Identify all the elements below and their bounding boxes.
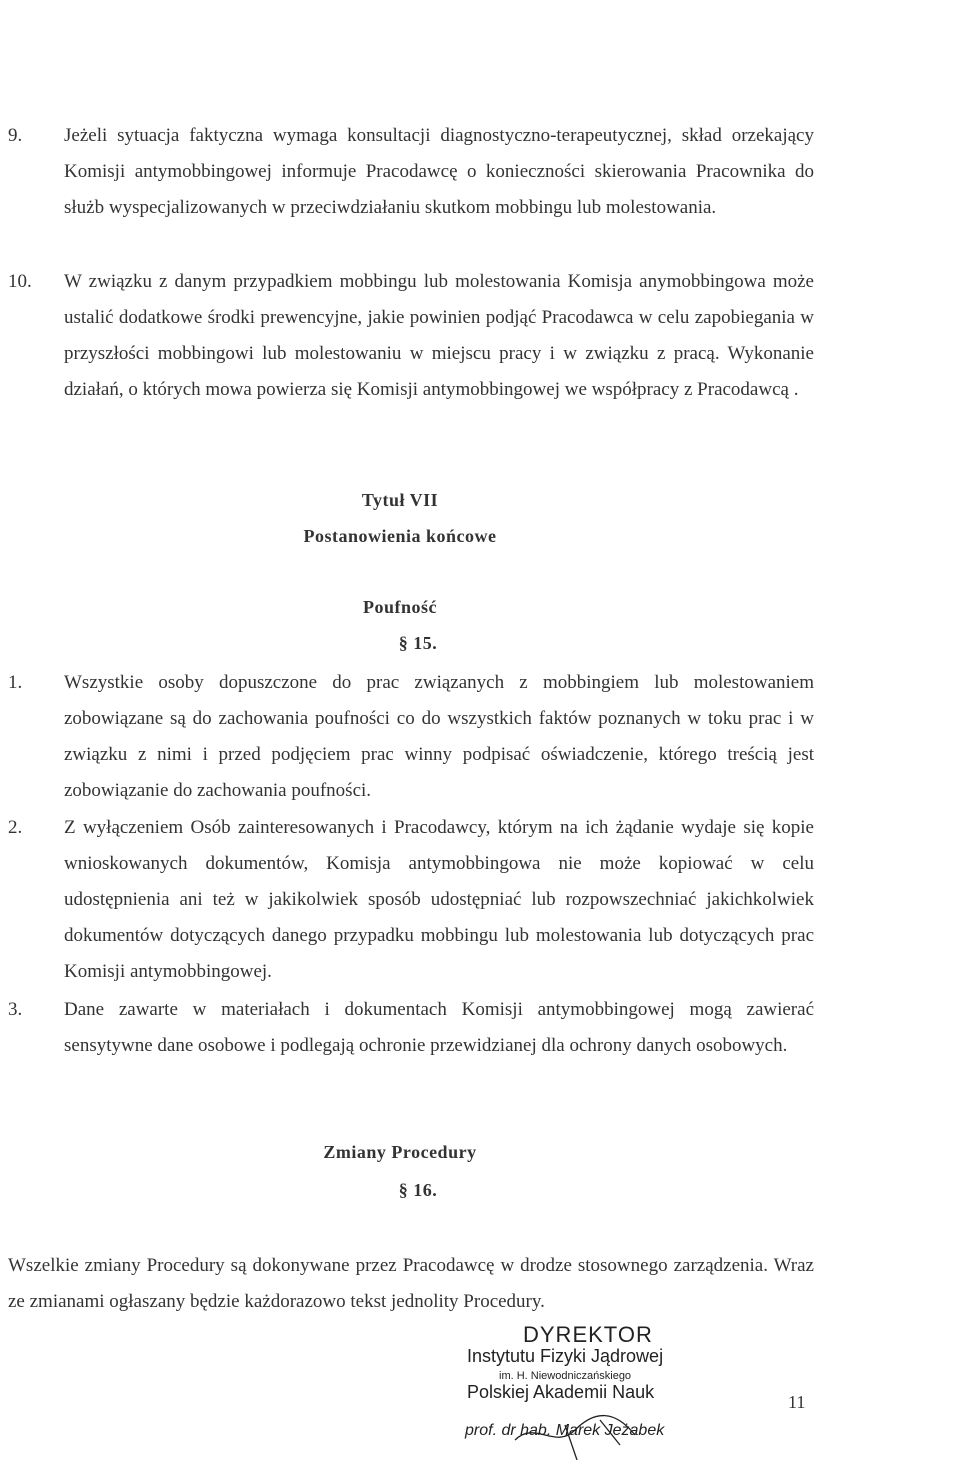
item-text: W związku z danym przypadkiem mobbingu lub molestowania Komisja anymobbingowa może ustalić dodatkowe środki prewencyjne, jakie powinien podjąć Pracodawca w celu zapobiegania w przyszłości mobbingowi lub molestowaniu w miejscu pracy i w związku z pracą. Wykonanie działań, o których mowa powierza się Komisji antymobbingowej we współpracy z Pracodawcą . (64, 271, 814, 400)
section-number-16: § 16. (398, 1180, 438, 1200)
item-text: Dane zawarte w materiałach i dokumentach Komisji antymobbingowej mogą zawierać sensytywne dane osobowe i podlegają ochronie przewidzianej dla ochrony danych osobowych. (64, 999, 814, 1056)
stamp-line-academy: Polskiej Akademii Nauk (467, 1382, 655, 1402)
title-heading: Tytuł VII (361, 490, 439, 510)
section-heading-poufnosc: Poufność (362, 597, 437, 617)
page-number: 11 (788, 1392, 806, 1412)
stamp-line-institute: Instytutu Fizyki Jądrowej (467, 1346, 664, 1366)
item-number: 10. (8, 271, 32, 292)
item-number: 9. (8, 125, 23, 146)
stamp-line-director: DYREKTOR (523, 1322, 653, 1347)
item-number: 1. (8, 672, 23, 693)
item-number: 3. (8, 999, 23, 1020)
section-number-15: § 15. (398, 633, 438, 653)
item-text: Jeżeli sytuacja faktyczna wymaga konsultacji diagnostyczno-terapeutycznej, skład orzekający Komisji antymobbingowej informuje Pracodawcę o konieczności skierowania Pracownika do służb wyspecjalizowanych w przeciwdziałaniu skutkom mobbingu lub molestowania. (64, 125, 814, 218)
item-text: Z wyłączeniem Osób zainteresowanych i Pracodawcy, którym na ich żądanie wydaje się kopie wnioskowanych dokumentów, Komisja antymobbingowa nie może kopiować w celu udostępnienia ani też w jakikolwiek sposób udostępniać lub rozpowszechniać jakichkolwiek dokumentów dotyczących danego przypadku mobbingu lub molestowania lub dotyczących prac Komisji antymobbingowej. (64, 817, 814, 982)
item-text: Wszystkie osoby dopuszczone do prac związanych z mobbingiem lub molestowaniem zobowiązane są do zachowania poufności co do wszystkich faktów poznanych w toku prac i w związku z nimi i przed podjęciem prac winny podpisać oświadczenie, którego treścią jest zobowiązanie do zachowania poufności. (64, 672, 814, 801)
zmiany-paragraph: Wszelkie zmiany Procedury są dokonywane przez Pracodawcę w drodze stosownego zarządzenia. Wraz ze zmianami ogłaszany będzie każdorazowo tekst jednolity Procedury. (8, 1255, 814, 1312)
stamp-line-patron: im. H. Niewodniczańskiego (499, 1370, 632, 1382)
section-heading-zmiany: Zmiany Procedury (323, 1142, 477, 1162)
title-subheading: Postanowienia końcowe (303, 526, 497, 546)
stamp-line-signatory: prof. dr hab. Marek Jeżabek (465, 1422, 665, 1439)
item-number: 2. (8, 817, 23, 838)
